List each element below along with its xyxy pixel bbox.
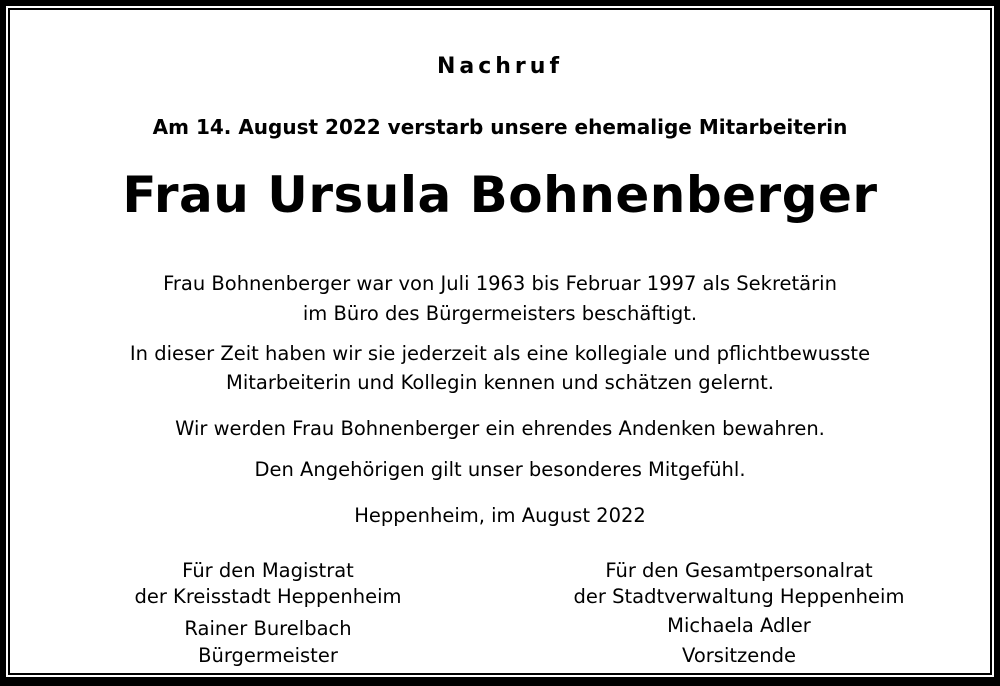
- place-date: Heppenheim, im August 2022: [354, 504, 646, 527]
- signature-role: Vorsitzende: [682, 644, 796, 667]
- heading: Nachruf: [436, 54, 564, 79]
- deceased-name: Frau Ursula Bohnenberger: [122, 166, 878, 224]
- paragraph-line: Wir werden Frau Bohnenberger ein ehrendes Andenken bewahren.: [175, 417, 825, 440]
- intro-line: Am 14. August 2022 verstarb unsere ehemalige Mitarbeiterin: [152, 115, 848, 139]
- paragraph-line: Frau Bohnenberger war von Juli 1963 bis Februar 1997 als Sekretärin: [163, 272, 837, 295]
- signature-org: der Stadtverwaltung Heppenheim: [573, 585, 905, 608]
- signature-person: Michaela Adler: [667, 614, 811, 637]
- signature-org: Für den Gesamtpersonalrat: [605, 559, 873, 582]
- signature-role: Bürgermeister: [198, 644, 338, 667]
- paragraph-line: Den Angehörigen gilt unser besonderes Mitgefühl.: [254, 458, 746, 481]
- signature-org: Für den Magistrat: [182, 559, 354, 582]
- paragraph-line: In dieser Zeit haben wir sie jederzeit als eine kollegiale und pflichtbewusste: [129, 342, 871, 365]
- signature-person: Rainer Burelbach: [184, 617, 352, 640]
- signature-org: der Kreisstadt Heppenheim: [134, 585, 402, 608]
- paragraph-line: Mitarbeiterin und Kollegin kennen und schätzen gelernt.: [226, 371, 774, 394]
- paragraph-line: im Büro des Bürgermeisters beschäftigt.: [302, 302, 698, 325]
